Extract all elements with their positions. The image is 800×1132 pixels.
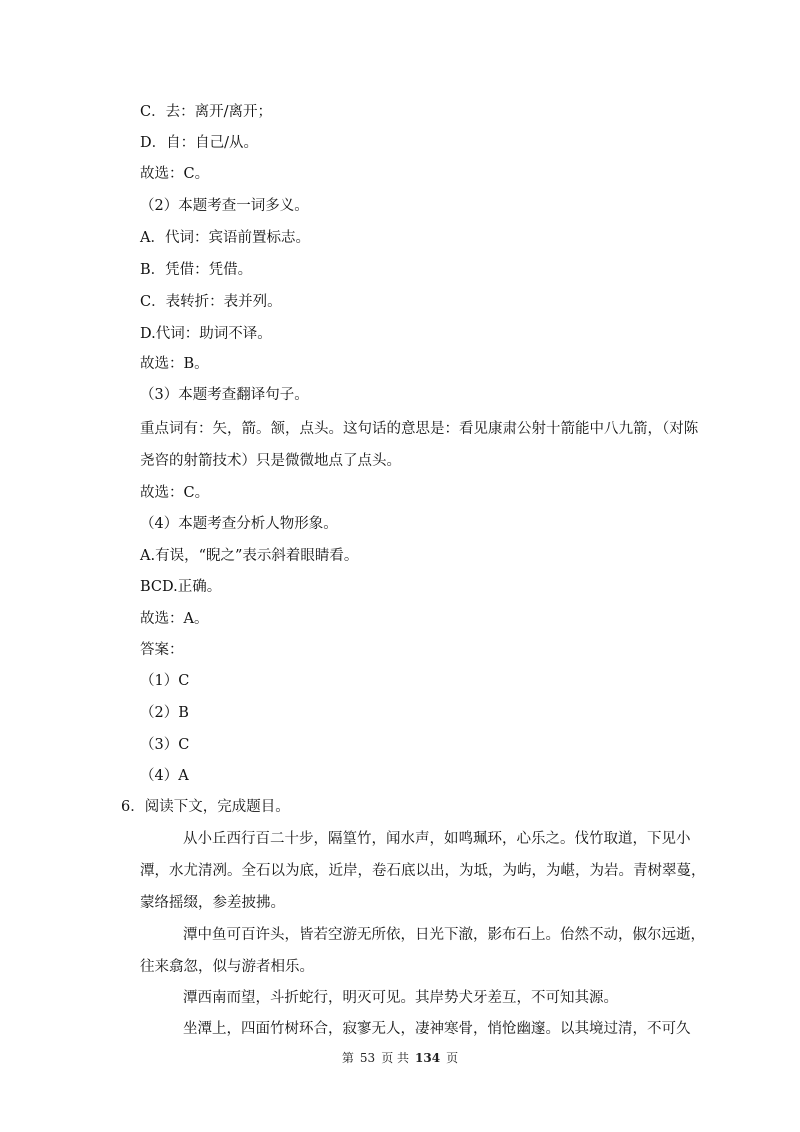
question-6-title: 6．阅读下文，完成题目。 (121, 799, 290, 815)
passage-paragraph-3-line-1: 潭西南而望，斗折蛇行，明灭可见。其岸势犬牙差互，不可知其源。 (183, 990, 618, 1006)
q4-intro-line: （4）本题考查分析人物形象。 (140, 516, 338, 532)
q2-option-c: C．表转折：表并列。 (140, 294, 282, 310)
footer-total-pages: 134 (415, 1051, 441, 1065)
footer-prefix: 第 (341, 1051, 354, 1065)
q4-option-a: A.有误，“睨之”表示斜着眼睛看。 (140, 548, 359, 564)
answer-q1-line: 故选：C。 (140, 166, 210, 182)
passage-paragraph-2-line-2: 往来翕忽，似与游者相乐。 (140, 959, 314, 975)
answer-q4-line: 故选：A。 (140, 611, 209, 627)
footer-middle: 页 共 (381, 1051, 410, 1065)
answer-q2-line: 故选：B。 (140, 356, 209, 372)
q4-option-bcd: BCD.正确。 (140, 579, 222, 595)
footer-page-number: 53 (359, 1051, 376, 1065)
q2-intro-line: （2）本题考查一词多义。 (140, 198, 309, 214)
footer-suffix: 页 (446, 1051, 459, 1065)
passage-paragraph-1-line-1: 从小丘西行百二十步，隔篁竹，闻水声，如鸣珮环，心乐之。伐竹取道，下见小 (183, 831, 691, 847)
answer-item-1: （1）C (140, 673, 190, 689)
answer-item-3: （3）C (140, 737, 190, 753)
option-c-line: C．去：离开/离开； (140, 104, 272, 120)
q3-intro-line: （3）本题考查翻译句子。 (140, 387, 309, 403)
answer-item-4: （4）A (140, 768, 189, 784)
passage-paragraph-2-line-1: 潭中鱼可百许头，皆若空游无所依，日光下澈，影布石上。佁然不动，俶尔远逝， (183, 927, 705, 943)
q2-option-b: B．凭借：凭借。 (140, 262, 253, 278)
passage-paragraph-1-line-3: 蒙络摇缀，参差披拂。 (140, 895, 285, 911)
q3-body-line-1: 重点词有：矢，箭。颔，点头。这句话的意思是：看见康肃公射十箭能中八九箭，（对陈 (140, 421, 699, 437)
answers-label: 答案： (140, 642, 184, 658)
answer-q3-line: 故选：C。 (140, 485, 210, 501)
option-d-line: D．自：自己/从。 (140, 135, 259, 151)
q2-option-d: D.代词：助词不译。 (140, 326, 272, 342)
answer-item-2: （2）B (140, 705, 189, 721)
q2-option-a: A．代词：宾语前置标志。 (140, 230, 310, 246)
passage-paragraph-1-line-2: 潭，水尤清冽。全石以为底，近岸，卷石底以出，为坻，为屿，为嵁，为岩。青树翠蔓， (140, 863, 706, 879)
q3-body-line-2: 尧咨的射箭技术）只是微微地点了点头。 (140, 453, 401, 469)
page-footer (0, 1051, 800, 1065)
passage-paragraph-4-line-1: 坐潭上，四面竹树环合，寂寥无人，凄神寒骨，悄怆幽邃。以其境过清，不可久 (183, 1021, 691, 1037)
